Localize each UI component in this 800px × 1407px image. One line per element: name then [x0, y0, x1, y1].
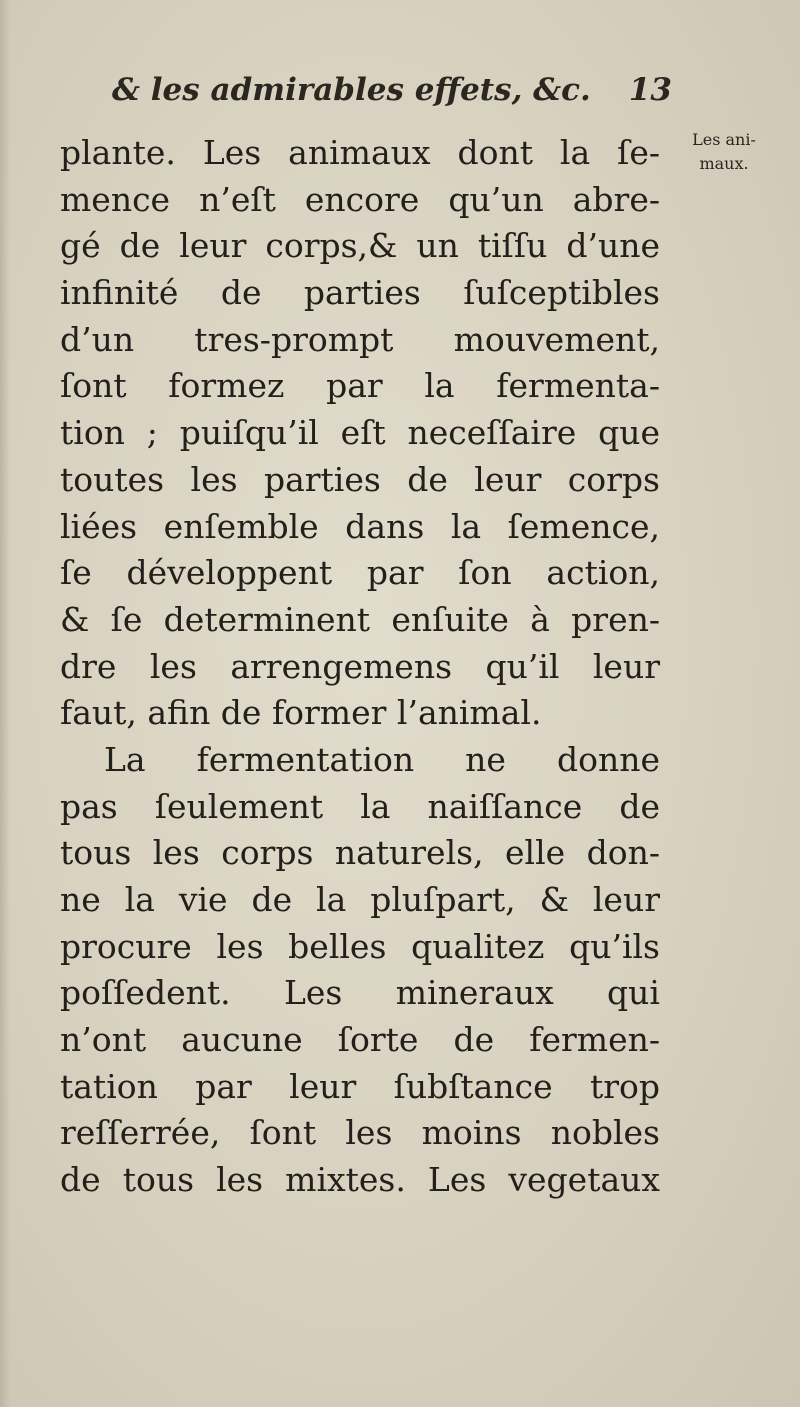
text-line: liées enſemble dans la ſemence, — [60, 506, 660, 546]
page-gutter-shadow — [0, 0, 10, 1407]
text-line: d’un tres-prompt mouvement, — [60, 319, 660, 359]
text-line: n’ont aucune ſorte de fermen- — [60, 1020, 660, 1060]
text-line: de tous les mixtes. Les vegetaux — [60, 1160, 660, 1200]
body-text — [60, 130, 660, 1204]
text-line: tion ; puiſqu’il eſt neceſſaire que — [60, 413, 660, 453]
text-line: faut, afin de former l’animal. — [60, 693, 542, 733]
text-line: pas ſeulement la naiſſance de — [60, 786, 660, 826]
text-line: tous les corps naturels, elle don- — [60, 833, 660, 873]
running-head — [112, 72, 672, 128]
text-line: dre les arrengemens qu’il leur — [60, 646, 660, 686]
text-line: procure les belles qualitez qu’ils — [60, 926, 660, 966]
text-line: gé de leur corps,& un tiſſu d’une — [60, 226, 660, 266]
margin-note — [664, 128, 784, 176]
text-line: mence n’eſt encore qu’un abre- — [60, 179, 660, 219]
text-line: ne la vie de la pluſpart, & leur — [60, 880, 660, 919]
text-line: infinité de parties ſuſceptibles — [60, 273, 660, 313]
text-line: reſſerrée, ſont les moins nobles — [60, 1113, 660, 1153]
text-line: plante. Les animaux dont la ſe- — [60, 133, 660, 172]
paragraph-first-line: La fermentation ne donne — [104, 739, 660, 779]
text-line: tation par leur ſubſtance trop — [60, 1066, 660, 1106]
text-line: ſe développent par ſon action, — [60, 553, 660, 593]
margin-note-line: maux. — [699, 154, 749, 173]
text-line: poſſedent. Les mineraux qui — [60, 973, 660, 1013]
margin-note-line: Les ani- — [692, 130, 756, 149]
text-line: toutes les parties de leur corps — [60, 459, 660, 499]
running-head-title: & les admirables effets, &c. — [112, 72, 591, 108]
text-line: ſont formez par la fermenta- — [60, 366, 660, 406]
text-line: & ſe determinent enſuite à pren- — [60, 599, 660, 639]
page-number: 13 — [628, 72, 672, 108]
